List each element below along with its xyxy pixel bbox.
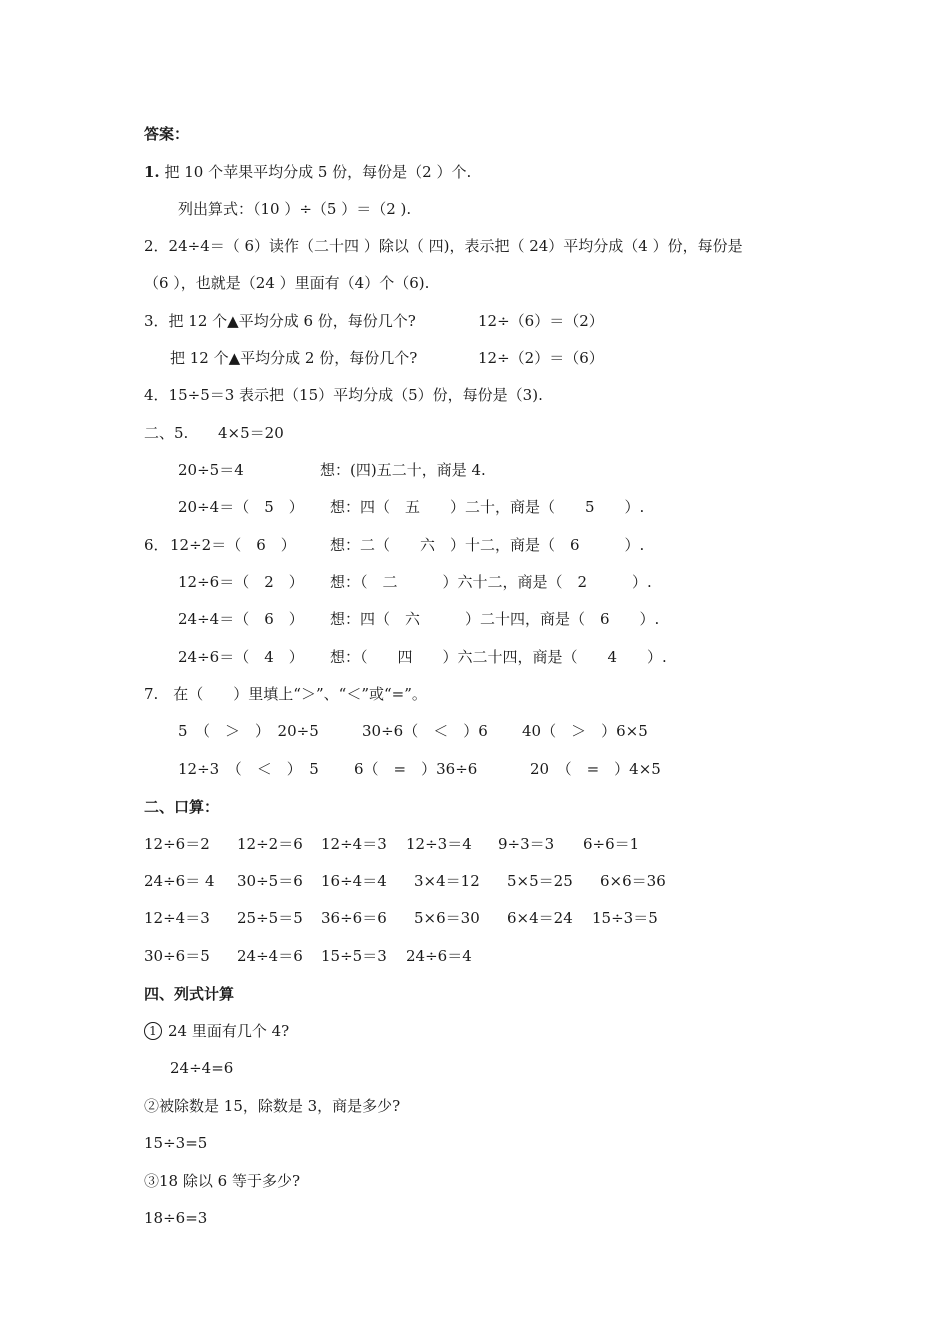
q2-line2: （6 ），也就是（24 ）里面有（4）个（6).	[144, 274, 430, 292]
oral-r2-c4: 3×4＝12	[414, 872, 480, 890]
q5-head-eq: 4×5＝20	[218, 424, 284, 442]
q6-row2-think: 想：（ 二 ）六十二，商是（ 2 ）.	[330, 573, 652, 591]
q7-r2-c2: 6（ = ）36÷6	[354, 760, 478, 778]
q6-row4-think: 想：（ 四 ）六二十四，商是（ 4 ）.	[330, 648, 667, 666]
q1-line1	[144, 162, 471, 182]
oral-r1-c3: 12÷4＝3	[321, 835, 387, 853]
q7-r1-c2: 30÷6（ ＜ ）6	[362, 722, 488, 740]
q6-row3-eq: 24÷4＝（ 6 ）	[178, 610, 304, 628]
oral-r2-c6: 6×6＝36	[600, 872, 666, 890]
q3-line2-eq: 12÷（2）＝（6）	[478, 349, 604, 367]
oral-r2-c2: 30÷5＝6	[237, 872, 303, 890]
q6-row1-think: 想：二（ 六 ）十二，商是（ 6 ）.	[330, 536, 645, 554]
q3-line2-text: 把 12 个▲平均分成 2 份，每份几个?	[170, 349, 418, 367]
oral-r4-c4: 24÷6＝4	[406, 947, 472, 965]
calc-a2: 15÷3=5	[144, 1134, 208, 1152]
q4-line: 4．15÷5＝3 表示把（15）平均分成（5）份，每份是（3).	[144, 386, 543, 404]
calc-q2	[144, 1096, 400, 1116]
oral-r3-c6: 15÷3＝5	[592, 909, 658, 927]
calc-a3: 18÷6=3	[144, 1209, 208, 1227]
oral-heading: 二、口算：	[144, 798, 220, 816]
calc-heading: 四、列式计算	[144, 985, 235, 1003]
oral-r3-c1: 12÷4＝3	[144, 909, 210, 927]
oral-r1-c2: 12÷2＝6	[237, 835, 303, 853]
q6-row2-eq: 12÷6＝（ 2 ）	[178, 573, 304, 591]
calc-q1	[144, 1021, 289, 1041]
oral-r3-c5: 6×4＝24	[507, 909, 573, 927]
oral-r2-c5: 5×5＝25	[507, 872, 573, 890]
calc-q2-text: 被除数是 15，除数是 3，商是多少?	[159, 1097, 401, 1115]
calc-q3-text: 18 除以 6 等于多少?	[159, 1172, 300, 1190]
oral-r1-c6: 6÷6＝1	[583, 835, 640, 853]
oral-r4-c1: 30÷6＝5	[144, 947, 210, 965]
q5-row1-eq: 20÷5＝4	[178, 461, 244, 479]
q5-row2-think: 想：四（ 五 ）二十，商是（ 5 ）.	[330, 498, 645, 516]
circled-number-3: ③	[144, 1172, 160, 1190]
q1-number: 1.	[144, 163, 160, 181]
q7-r2-c1: 12÷3 （ ＜ ） 5	[178, 760, 319, 778]
calc-q3	[144, 1171, 300, 1191]
q6-prefix: 6．	[144, 536, 169, 554]
q7-head: 7. 在（ ）里填上“＞”、“＜”或“=”。	[144, 685, 427, 703]
answers-heading: 答案：	[144, 125, 190, 143]
q6-row3-think: 想：四（ 六 ）二十四，商是（ 6 ）.	[330, 610, 660, 628]
q3-line1-eq: 12÷（6）＝（2）	[478, 312, 604, 330]
q5-row1-think: 想：(四)五二十，商是 4.	[320, 461, 486, 479]
q3-line1-text: 3．把 12 个▲平均分成 6 份，每份几个?	[144, 312, 416, 330]
q5-row2-eq: 20÷4＝（ 5 ）	[178, 498, 304, 516]
oral-r1-c4: 12÷3＝4	[406, 835, 472, 853]
oral-r1-c5: 9÷3＝3	[498, 835, 555, 853]
q1-line2: 列出算式：（10 ）÷（5 ）＝（2 ).	[178, 200, 412, 218]
q7-r1-c1: 5 （ ＞ ） 20÷5	[178, 722, 319, 740]
oral-r2-c1: 24÷6＝ 4	[144, 872, 215, 890]
q6-row4-eq: 24÷6＝（ 4 ）	[178, 648, 304, 666]
q2-line1: 2．24÷4＝（ 6）读作（二十四 ）除以（ 四)，表示把（ 24）平均分成（4 ）份，每份是	[144, 237, 743, 255]
q6-row1-eq: 12÷2＝（ 6 ）	[170, 536, 296, 554]
circled-number-2: ②	[144, 1097, 160, 1115]
q7-r2-c3: 20 （ = ）4×5	[530, 760, 661, 778]
oral-r1-c1: 12÷6＝2	[144, 835, 210, 853]
q5-head: 二、5.	[144, 424, 189, 442]
q1-text: 把 10 个苹果平均分成 5 份，每份是（2 ）个.	[164, 163, 472, 181]
oral-r4-c2: 24÷4＝6	[237, 947, 303, 965]
oral-r3-c4: 5×6＝30	[414, 909, 480, 927]
q7-r1-c3: 40（ ＞ ）6×5	[522, 722, 648, 740]
circled-number-1: 1	[144, 1022, 162, 1040]
oral-r2-c3: 16÷4＝4	[321, 872, 387, 890]
oral-r3-c3: 36÷6＝6	[321, 909, 387, 927]
oral-r4-c3: 15÷5＝3	[321, 947, 387, 965]
oral-r3-c2: 25÷5＝5	[237, 909, 303, 927]
calc-q1-text: 24 里面有几个 4?	[168, 1022, 290, 1040]
calc-a1: 24÷4=6	[170, 1059, 234, 1077]
